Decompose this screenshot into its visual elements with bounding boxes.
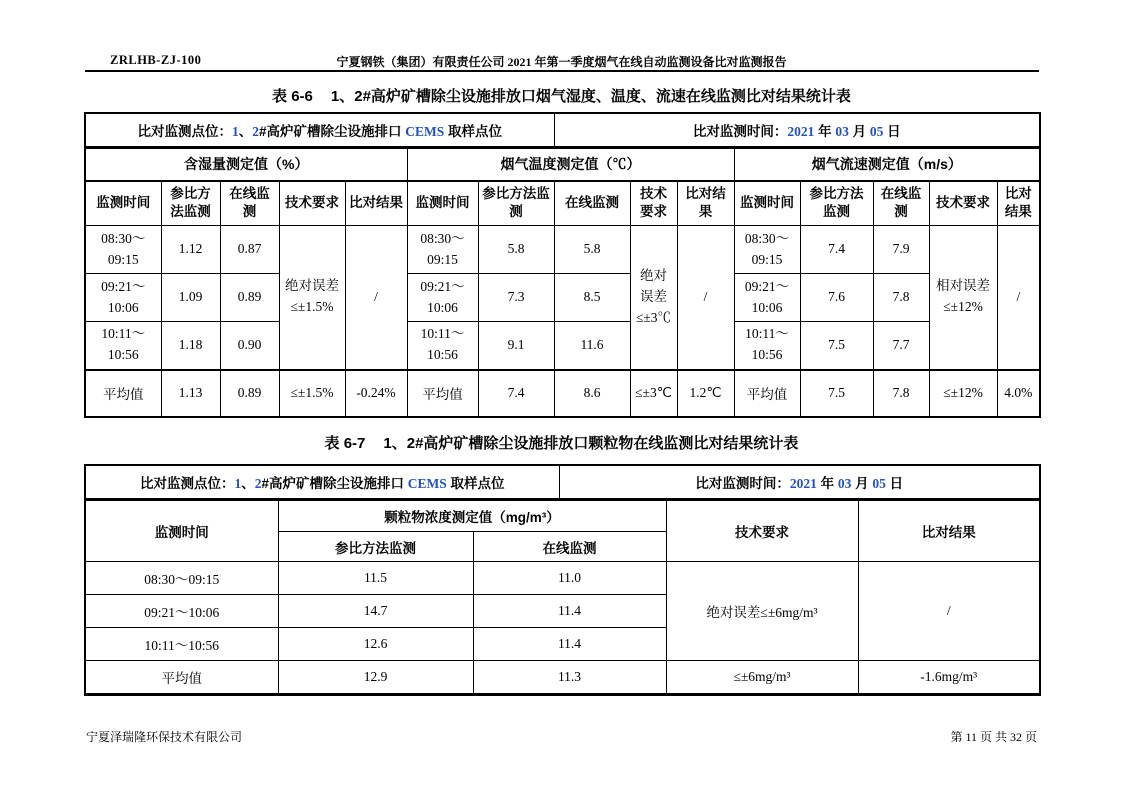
online-value: 11.4 bbox=[473, 595, 666, 628]
monitor-date-month: 03 bbox=[837, 475, 852, 491]
table-6-6 bbox=[84, 112, 1039, 418]
col-header-time: 监测时间 bbox=[85, 181, 161, 226]
avg-label: 平均值 bbox=[734, 370, 800, 417]
monitor-point-num1: 1 bbox=[234, 475, 242, 491]
monitor-point-tail: 取样点位 bbox=[444, 123, 503, 139]
monitor-date-month: 03 bbox=[835, 123, 849, 139]
monitor-point-text: 高炉矿槽除尘设施排口 bbox=[266, 123, 406, 139]
ref-value: 7.6 bbox=[800, 274, 873, 322]
ref-value: 1.09 bbox=[161, 274, 220, 322]
ref-value: 7.3 bbox=[478, 274, 554, 322]
ref-value: 12.6 bbox=[278, 628, 473, 661]
monitor-point-num2: 2 bbox=[252, 123, 259, 139]
monitor-date-day: 05 bbox=[872, 475, 886, 491]
online-value: 0.87 bbox=[220, 226, 279, 274]
ref-value: 9.1 bbox=[478, 322, 554, 370]
section-header-velocity: 烟气流速测定值（m/s） bbox=[734, 148, 1040, 181]
time-line1: 09:21～ bbox=[744, 278, 790, 294]
monitor-point-label: 比对监测点位： bbox=[139, 475, 235, 491]
col-header-reference: 参比方法监测 bbox=[161, 181, 220, 226]
monitor-date-year: 2021 bbox=[789, 475, 817, 491]
time-line1: 09:21～ bbox=[420, 278, 465, 294]
time-cell bbox=[734, 274, 800, 322]
monitor-date-year-unit: 年 bbox=[814, 123, 836, 139]
table-6-7-title bbox=[0, 432, 1123, 453]
col-header-time: 监测时间 bbox=[407, 181, 478, 226]
avg-tech-requirement: ≤±3℃ bbox=[630, 370, 677, 417]
avg-online-value: 8.6 bbox=[554, 370, 630, 417]
avg-label: 平均值 bbox=[85, 661, 278, 695]
time-line1: 10:11～ bbox=[745, 326, 789, 342]
avg-compare-result: -0.24% bbox=[345, 370, 407, 417]
col-header-reference: 参比方法监测 bbox=[478, 181, 554, 226]
col-header-tech: 技术要求 bbox=[666, 500, 858, 562]
monitor-date-label: 比对监测时间： bbox=[695, 475, 790, 491]
time-cell: 09:21～10:06 bbox=[85, 595, 278, 628]
monitor-date-month-unit: 月 bbox=[848, 123, 870, 139]
footer-page-number: 第 11 页 共 32 页 bbox=[950, 730, 1037, 744]
time-line1: 08:30～ bbox=[420, 230, 465, 246]
online-value: 0.89 bbox=[220, 274, 279, 322]
avg-ref-value: 7.4 bbox=[478, 370, 554, 417]
monitor-date-month-unit: 月 bbox=[851, 475, 873, 491]
monitor-point-cell bbox=[85, 113, 554, 146]
monitor-point-sep: 、 bbox=[241, 475, 255, 491]
ref-value: 11.5 bbox=[278, 562, 473, 595]
tech-requirement: 绝对误差≤±3℃ bbox=[630, 226, 677, 370]
monitor-date-day-unit: 日 bbox=[885, 475, 904, 491]
avg-ref-value: 1.13 bbox=[161, 370, 220, 417]
table-6-6-number: 表 6-6 bbox=[272, 88, 313, 105]
monitor-point-num1: 1 bbox=[231, 123, 239, 139]
time-cell bbox=[407, 274, 478, 322]
table-6-6-info bbox=[84, 112, 1041, 147]
tech-requirement: 绝对误差≤±1.5% bbox=[279, 226, 345, 370]
online-value: 7.9 bbox=[873, 226, 929, 274]
col-header-tech: 技术要求 bbox=[279, 181, 345, 226]
col-header-online: 在线监测 bbox=[473, 532, 666, 562]
ref-value: 7.5 bbox=[800, 322, 873, 370]
online-value: 0.90 bbox=[220, 322, 279, 370]
col-header-tech: 技术要求 bbox=[630, 181, 677, 226]
col-header-time: 监测时间 bbox=[734, 181, 800, 226]
table-6-6-caption: 1、2#高炉矿槽除尘设施排放口烟气湿度、温度、流速在线监测比对结果统计表 bbox=[330, 88, 851, 105]
tech-requirement: 相对误差≤±12% bbox=[929, 226, 997, 370]
avg-online-value: 7.8 bbox=[873, 370, 929, 417]
time-line1: 08:30～ bbox=[744, 230, 790, 246]
table-6-6-title bbox=[0, 85, 1123, 106]
time-line2: 10:06 bbox=[751, 299, 783, 315]
avg-ref-value: 7.5 bbox=[800, 370, 873, 417]
table-6-7-caption: 1、2#高炉矿槽除尘设施排放口颗粒物在线监测比对结果统计表 bbox=[383, 435, 799, 452]
time-cell bbox=[734, 226, 800, 274]
avg-online-value: 11.3 bbox=[473, 661, 666, 695]
time-cell bbox=[85, 322, 161, 370]
compare-result: / bbox=[677, 226, 734, 370]
table-6-6-main bbox=[84, 147, 1041, 418]
compare-result: / bbox=[345, 226, 407, 370]
col-header-online: 在线监测 bbox=[873, 181, 929, 226]
time-cell bbox=[85, 274, 161, 322]
monitor-date-year-unit: 年 bbox=[816, 475, 838, 491]
col-header-time: 监测时间 bbox=[85, 500, 278, 562]
avg-label: 平均值 bbox=[407, 370, 478, 417]
monitor-point-cems: CEMS bbox=[405, 123, 445, 139]
col-header-concentration-group: 颗粒物浓度测定值（mg/m³） bbox=[278, 500, 666, 532]
tech-requirement: 绝对误差≤±6mg/m³ bbox=[666, 562, 858, 661]
avg-compare-result: 4.0% bbox=[997, 370, 1040, 417]
time-line1: 09:21～ bbox=[101, 278, 146, 294]
monitor-point-label: 比对监测点位： bbox=[137, 123, 232, 139]
online-value: 7.8 bbox=[873, 274, 929, 322]
avg-compare-result: 1.2℃ bbox=[677, 370, 734, 417]
time-cell bbox=[734, 322, 800, 370]
monitor-point-cell bbox=[85, 465, 559, 498]
online-value: 7.7 bbox=[873, 322, 929, 370]
time-line1: 08:30～ bbox=[101, 230, 146, 246]
monitor-point-hash: # bbox=[258, 123, 267, 139]
col-header-result: 比对结果 bbox=[345, 181, 407, 226]
online-value: 11.0 bbox=[473, 562, 666, 595]
time-line2: 10:56 bbox=[107, 347, 139, 363]
col-header-reference: 参比方法监测 bbox=[278, 532, 473, 562]
time-cell bbox=[407, 226, 478, 274]
ref-value: 1.18 bbox=[161, 322, 220, 370]
monitor-point-hash: # bbox=[261, 475, 269, 491]
header-divider bbox=[85, 70, 1039, 72]
section-header-humidity: 含湿量测定值（%） bbox=[85, 148, 407, 181]
time-line2: 10:56 bbox=[427, 347, 458, 363]
time-line2: 10:06 bbox=[427, 299, 458, 315]
monitor-date-day: 05 bbox=[869, 123, 884, 139]
online-value: 5.8 bbox=[554, 226, 630, 274]
time-cell bbox=[407, 322, 478, 370]
monitor-date-day-unit: 日 bbox=[883, 123, 901, 139]
header-doc-code: ZRLHB-ZJ-100 bbox=[110, 53, 202, 67]
col-header-result: 比对结果 bbox=[677, 181, 734, 226]
avg-tech-requirement: ≤±12% bbox=[929, 370, 997, 417]
monitor-point-num2: 2 bbox=[254, 475, 262, 491]
avg-ref-value: 12.9 bbox=[278, 661, 473, 695]
compare-result: / bbox=[858, 562, 1040, 661]
time-line2: 09:15 bbox=[107, 251, 139, 267]
time-cell: 08:30～09:15 bbox=[85, 562, 278, 595]
online-value: 8.5 bbox=[554, 274, 630, 322]
ref-value: 1.12 bbox=[161, 226, 220, 274]
col-header-reference: 参比方法监测 bbox=[800, 181, 873, 226]
time-line2: 10:56 bbox=[751, 347, 783, 363]
table-6-7-info bbox=[84, 464, 1041, 499]
time-line2: 09:15 bbox=[751, 251, 783, 267]
avg-compare-result: -1.6mg/m³ bbox=[858, 661, 1040, 695]
section-header-temperature: 烟气温度测定值（℃） bbox=[407, 148, 734, 181]
ref-value: 14.7 bbox=[278, 595, 473, 628]
footer-company: 宁夏泽瑞隆环保技术有限公司 bbox=[86, 730, 243, 744]
time-line2: 10:06 bbox=[107, 299, 139, 315]
table-6-7 bbox=[84, 464, 1039, 696]
ref-value: 7.4 bbox=[800, 226, 873, 274]
avg-online-value: 0.89 bbox=[220, 370, 279, 417]
time-line1: 10:11～ bbox=[101, 326, 146, 342]
header-title: 宁夏钢铁（集团）有限责任公司 2021 年第一季度烟气在线自动监测设备比对监测报告 bbox=[336, 55, 787, 69]
time-line2: 09:15 bbox=[427, 251, 458, 267]
avg-tech-requirement: ≤±6mg/m³ bbox=[666, 661, 858, 695]
table-6-7-number: 表 6-7 bbox=[324, 435, 366, 452]
monitor-point-cems: CEMS bbox=[407, 475, 447, 491]
time-cell bbox=[85, 226, 161, 274]
time-cell: 10:11～10:56 bbox=[85, 628, 278, 661]
col-header-result: 比对结果 bbox=[997, 181, 1040, 226]
time-line1: 10:11～ bbox=[420, 326, 465, 342]
online-value: 11.6 bbox=[554, 322, 630, 370]
ref-value: 5.8 bbox=[478, 226, 554, 274]
compare-result: / bbox=[997, 226, 1040, 370]
avg-tech-requirement: ≤±1.5% bbox=[279, 370, 345, 417]
col-header-tech: 技术要求 bbox=[929, 181, 997, 226]
monitor-point-tail: 取样点位 bbox=[446, 475, 505, 491]
monitor-date-cell bbox=[554, 113, 1040, 146]
col-header-online: 在线监测 bbox=[554, 181, 630, 226]
avg-label: 平均值 bbox=[85, 370, 161, 417]
monitor-date-label: 比对监测时间： bbox=[692, 123, 788, 139]
monitor-date-cell bbox=[559, 465, 1040, 498]
table-6-7-main bbox=[84, 499, 1041, 697]
col-header-result: 比对结果 bbox=[858, 500, 1040, 562]
col-header-online: 在线监测 bbox=[220, 181, 279, 226]
online-value: 11.4 bbox=[473, 628, 666, 661]
monitor-point-text: 高炉矿槽除尘设施排口 bbox=[268, 475, 408, 491]
monitor-point-sep: 、 bbox=[238, 123, 253, 139]
monitor-date-year: 2021 bbox=[787, 123, 815, 139]
